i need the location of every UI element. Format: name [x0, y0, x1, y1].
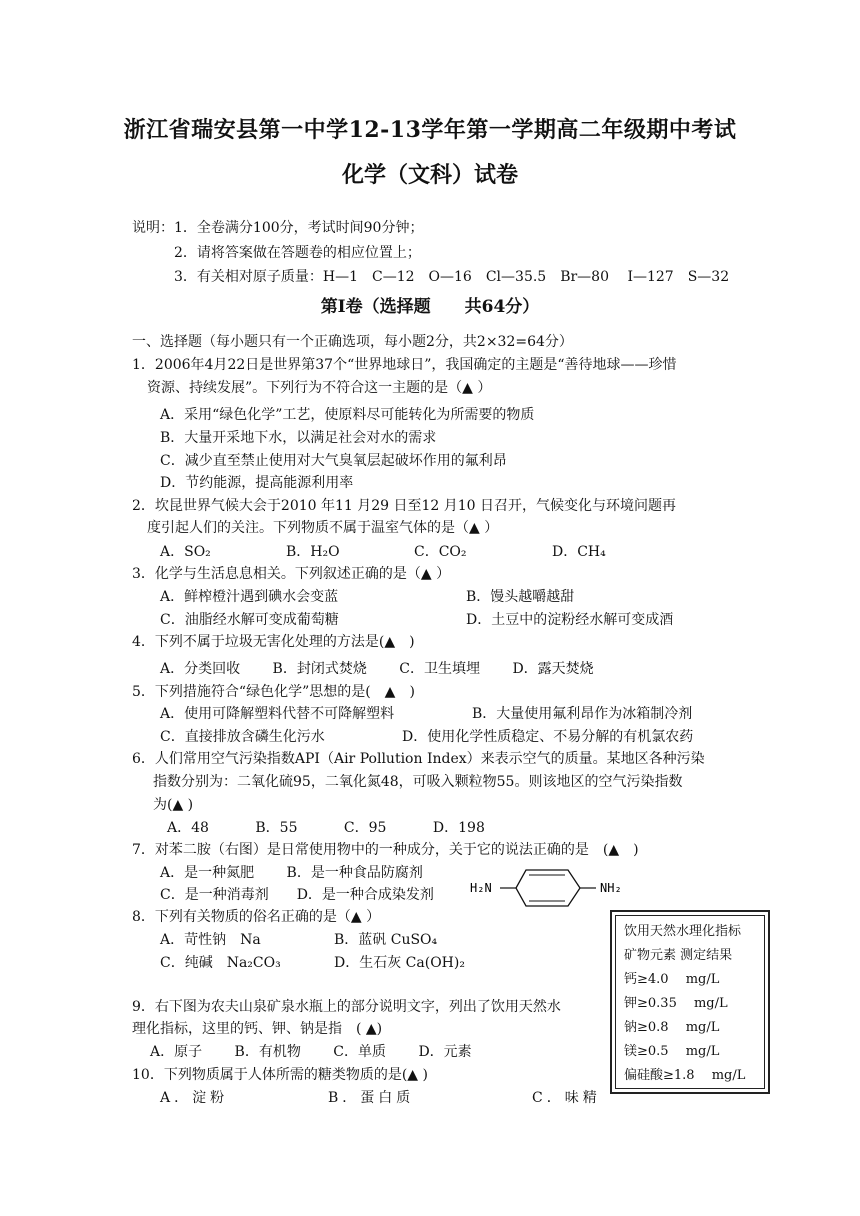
q9-stem-2: 理化指标，这里的钙、钾、钠是指 ( ▲) — [132, 1021, 383, 1037]
q8-option-c: C．纯碱 Na₂CO₃ — [160, 955, 281, 971]
q6-stem-2: 指数分别为：二氧化硫95，二氧化氮48，可吸入颗粒物55。则该地区的空气污染指数 — [153, 774, 683, 790]
q5-option-c: C．直接排放含磷生化污水 — [160, 729, 325, 745]
q1-option-d: D．节约能源，提高能源利用率 — [160, 475, 354, 491]
amine-right-label: NH₂ — [600, 881, 622, 895]
water-box-row-magnesium: 镁≥0.5 mg/L — [624, 1044, 720, 1059]
q1-option-c: C．减少直至禁止使用对大气臭氧层起破坏作用的氟利昂 — [160, 453, 507, 469]
q7-options-cd: C．是一种消毒剂 D．是一种合成染发剂 — [160, 887, 434, 903]
q10-stem: 10．下列物质属于人体所需的糖类物质的是(▲ ) — [132, 1067, 428, 1083]
q2-stem-2: 度引起人们的关注。下列物质不属于温室气体的是（▲ ） — [147, 520, 499, 536]
q8-option-b: B．蓝矾 CuSO₄ — [334, 932, 438, 948]
section-title: 第Ⅰ卷（选择题 共64分） — [320, 297, 540, 317]
q2-option-b: B．H₂O — [286, 544, 340, 560]
q10-option-a: A．淀粉 — [160, 1090, 229, 1106]
water-box-title: 饮用天然水理化指标 — [624, 924, 742, 939]
q2-option-a: A．SO₂ — [160, 544, 211, 560]
water-box-header: 矿物元素 测定结果 — [624, 948, 733, 963]
q1-stem-1: 1．2006年4月22日是世界第37个“世界地球日”，我国确定的主题是“善待地球——珍惜 — [132, 357, 677, 373]
q2-stem-1: 2．坎昆世界气候大会于2010 年11 月29 日至12 月10 日召开，气候变化与环境问题再 — [132, 498, 677, 514]
q5-option-d: D．使用化学性质稳定、不易分解的有机氯农药 — [402, 729, 694, 745]
q6-stem-1: 6．人们常用空气污染指数API（Air Pollution Index）来表示空气的质量。某地区各种污染 — [132, 751, 705, 767]
q1-option-b: B．大量开采地下水，以满足社会对水的需求 — [160, 430, 437, 446]
water-quality-box — [610, 910, 770, 1094]
q8-option-d: D．生石灰 Ca(OH)₂ — [334, 955, 465, 971]
q8-option-a: A．苛性钠 Na — [160, 932, 261, 948]
part-heading: 一、选择题（每小题只有一个正确选项，每小题2分，共2×32=64分） — [132, 334, 573, 350]
water-box-row-calcium: 钙≥4.0 mg/L — [624, 972, 720, 987]
q2-option-d: D．CH₄ — [552, 544, 606, 560]
note-3: 3．有关相对原子质量：H—1 C—12 O—16 Cl—35.5 Br—80 I—127 S—32 — [174, 269, 730, 285]
note-2: 2．请将答案做在答题卷的相应位置上； — [174, 245, 421, 261]
q3-option-b: B．馒头越嚼越甜 — [466, 589, 575, 605]
exam-subtitle: 化学（文科）试卷 — [341, 162, 518, 188]
q3-option-a: A．鲜榨橙汁遇到碘水会变蓝 — [160, 589, 339, 605]
q3-option-c: C．油脂经水解可变成葡萄糖 — [160, 612, 339, 628]
q3-stem: 3．化学与生活息息相关。下列叙述正确的是（▲ ） — [132, 566, 451, 582]
q10-option-b: B．蛋白质 — [328, 1090, 415, 1106]
q6-options: A．48 B．55 C．95 D．198 — [167, 820, 485, 836]
q9-options: A．原子 B．有机物 C．单质 D．元素 — [150, 1044, 472, 1060]
q7-stem: 7．对苯二胺（右图）是日常使用物中的一种成分，关于它的说法正确的是 (▲ ) — [132, 842, 639, 858]
q3-option-d: D．土豆中的淀粉经水解可变成酒 — [466, 612, 674, 628]
note-1: 说明：1．全卷满分100分，考试时间90分钟； — [132, 220, 424, 236]
water-box-row-sodium: 钠≥0.8 mg/L — [624, 1020, 720, 1035]
water-box-row-potassium: 钾≥0.35 mg/L — [624, 996, 728, 1011]
water-box-row-metasilicic-acid: 偏硅酸≥1.8 mg/L — [624, 1068, 746, 1083]
q1-stem-2: 资源、持续发展”。下列行为不符合这一主题的是（▲ ） — [147, 380, 492, 396]
q4-stem: 4．下列不属于垃圾无害化处理的方法是(▲ ) — [132, 634, 415, 650]
q7-options-ab: A．是一种氮肥 B．是一种食品防腐剂 — [160, 865, 423, 881]
q4-options: A．分类回收 B．封闭式焚烧 C．卫生填埋 D．露天焚烧 — [160, 661, 594, 677]
p-phenylenediamine-structure — [470, 866, 640, 910]
water-quality-inner — [615, 915, 765, 1089]
q2-option-c: C．CO₂ — [414, 544, 467, 560]
q6-stem-3: 为(▲ ) — [153, 797, 194, 813]
q5-option-b: B．大量使用氟利昂作为冰箱制冷剂 — [472, 706, 693, 722]
amine-left-label: H₂N — [470, 881, 492, 895]
q5-stem: 5．下列措施符合“绿色化学”思想的是( ▲ ) — [132, 684, 415, 700]
exam-title: 浙江省瑞安县第一中学12-13学年第一学期高二年级期中考试 — [123, 117, 737, 143]
q8-stem: 8．下列有关物质的俗名正确的是（▲ ） — [132, 909, 381, 925]
q5-option-a: A．使用可降解塑料代替不可降解塑料 — [160, 706, 395, 722]
q10-option-c: C．味精 — [532, 1090, 601, 1106]
q1-option-a: A．采用“绿色化学”工艺，使原料尽可能转化为所需要的物质 — [160, 407, 535, 423]
q9-stem-1: 9．右下图为农夫山泉矿泉水瓶上的部分说明文字，列出了饮用天然水 — [132, 999, 561, 1015]
